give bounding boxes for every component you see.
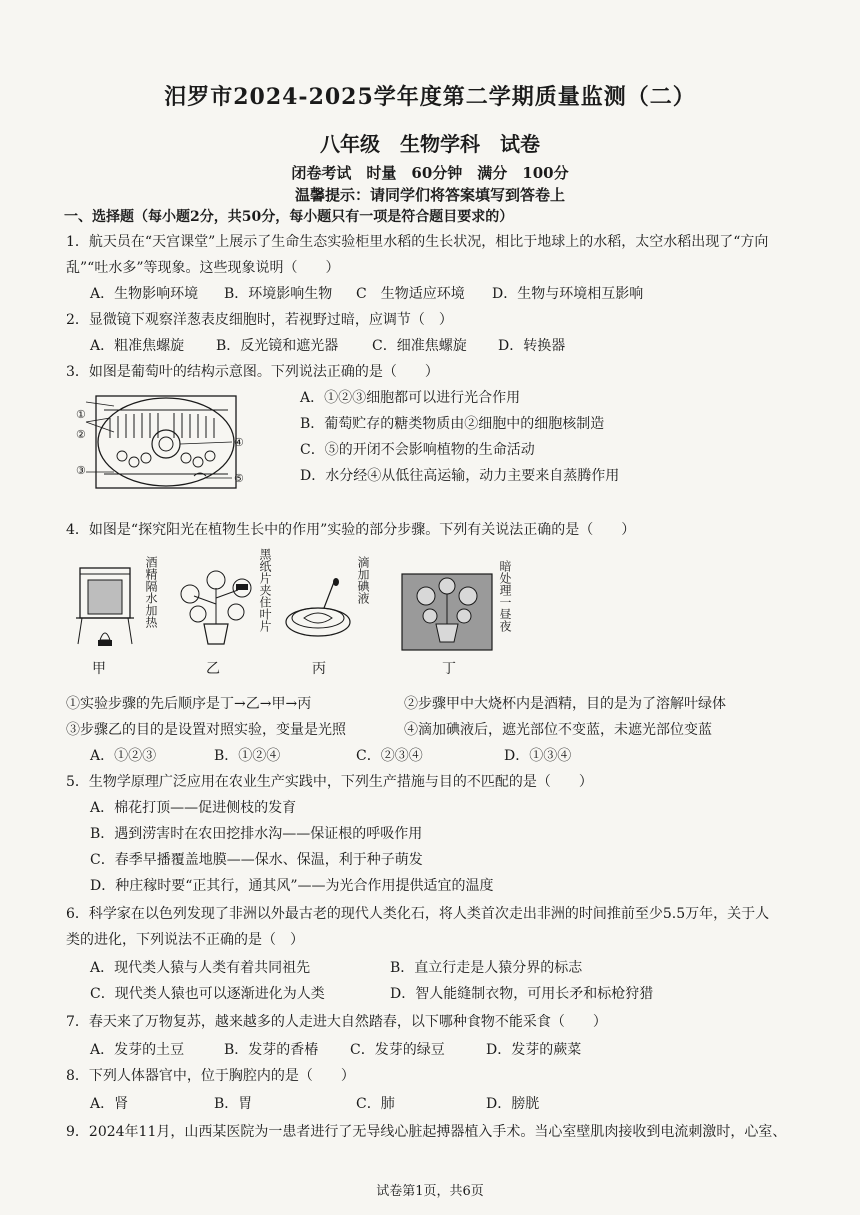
q4-option-b: B．①②④ (214, 748, 281, 764)
q4-note-ding: 暗处理一昼夜 (498, 560, 512, 632)
q4-fig-ding: 丁 (442, 661, 456, 677)
q3-label-5: ⑤ (234, 472, 244, 485)
q6-option-a: A．现代类人猿与人类有着共同祖先 (90, 960, 311, 976)
q1-option-a: A．生物影响环境 (90, 286, 199, 302)
q6-option-b: B．直立行走是人猿分界的标志 (390, 960, 583, 976)
q3-label-3: ③ (76, 464, 86, 477)
leaf-structure-figure (74, 392, 244, 492)
q4-fig-yi: 乙 (206, 661, 220, 677)
q1-stem-line2: 乱”“吐水多”等现象。这些现象说明（ ） (66, 260, 340, 276)
q6-option-d: D．智人能缝制衣物，可用长矛和标枪狩猎 (390, 986, 654, 1002)
q4-note-bing: 滴加碘液 (356, 556, 370, 604)
q4-option-c: C．②③④ (356, 748, 423, 764)
q1-option-b: B．环境影响生物 (224, 286, 333, 302)
q3-label-4: ④ (234, 436, 244, 449)
q7-option-b: B．发芽的香椿 (224, 1042, 319, 1058)
q3-option-a: A．①②③细胞都可以进行光合作用 (300, 390, 521, 406)
q8-option-d: D．膀胱 (486, 1096, 540, 1112)
q5-option-a: A．棉花打顶——促进侧枝的发育 (90, 800, 297, 816)
page-footer: 试卷第1页，共6页 (376, 1184, 484, 1199)
q8-stem: 8．下列人体器官中，位于胸腔内的是（ ） (66, 1068, 355, 1084)
q2-option-d: D．转换器 (498, 338, 566, 354)
exam-tip: 温馨提示：请同学们将答案填写到答卷上 (294, 186, 565, 204)
q7-option-c: C．发芽的绿豆 (350, 1042, 445, 1058)
q4-statement-4: ④滴加碘液后，遮光部位不变蓝，未遮光部位变蓝 (404, 722, 712, 738)
q8-option-b: B．胃 (214, 1096, 253, 1112)
q2-option-b: B．反光镜和遮光器 (216, 338, 339, 354)
q8-option-c: C．肺 (356, 1096, 395, 1112)
q5-option-c: C．春季早播覆盖地膜——保水、保温，利于种子萌发 (90, 852, 423, 868)
petri-dish-iodine-figure (284, 578, 354, 644)
q3-stem: 3．如图是葡萄叶的结构示意图。下列说法正确的是（ ） (66, 364, 439, 380)
q5-option-d: D．种庄稼时要“正其行，通其风”——为光合作用提供适宜的温度 (90, 878, 494, 894)
q4-statement-3: ③步骤乙的目的是设置对照实验，变量是光照 (66, 722, 346, 738)
q4-option-a: A．①②③ (90, 748, 157, 764)
q7-stem: 7．春天来了万物复苏，越来越多的人走进大自然踏春，以下哪种食物不能采食（ ） (66, 1014, 607, 1030)
q3-option-b: B．葡萄贮存的糖类物质由②细胞中的细胞核制造 (300, 416, 605, 432)
q4-option-d: D．①③④ (504, 748, 572, 764)
q5-stem: 5．生物学原理广泛应用在农业生产实践中，下列生产措施与目的不匹配的是（ ） (66, 774, 593, 790)
q5-option-b: B．遇到涝害时在农田挖排水沟——保证根的呼吸作用 (90, 826, 423, 842)
q4-fig-bing: 丙 (312, 661, 326, 677)
q7-option-d: D．发芽的蕨菜 (486, 1042, 582, 1058)
q9-stem: 9．2024年11月，山西某医院为一患者进行了无导线心脏起搏器植入手术。当心室壁肌肉接收到电流刺激时，心室、 (66, 1124, 787, 1140)
q1-option-c: C 生物适应环境 (356, 286, 465, 302)
q1-stem-line1: 1．航天员在“天宫课堂”上展示了生命生态实验柜里水稻的生长状况，相比于地球上的水稻，太空水稻出现了“方向 (66, 234, 769, 250)
beaker-heating-figure (70, 560, 150, 650)
q4-statement-1: ①实验步骤的先后顺序是丁→乙→甲→丙 (66, 696, 312, 712)
q1-option-d: D．生物与环境相互影响 (492, 286, 644, 302)
potted-plant-shaded-figure (176, 568, 256, 648)
q6-stem-line1: 6．科学家在以色列发现了非洲以外最古老的现代人类化石，将人类首次走出非洲的时间推前至少5.5万年，关于人 (66, 906, 770, 922)
q6-stem-line2: 类的进化，下列说法不正确的是（ ） (66, 932, 304, 948)
dark-treatment-plant-figure (400, 572, 494, 652)
q4-statement-2: ②步骤甲中大烧杯内是酒精，目的是为了溶解叶绿体 (404, 696, 726, 712)
q7-option-a: A．发芽的土豆 (90, 1042, 185, 1058)
q4-fig-jia: 甲 (92, 661, 106, 677)
section-heading: 一、选择题（每小题2分，共50分，每小题只有一项是符合题目要求的） (64, 209, 514, 225)
q4-note-jia: 酒精隔水加热 (144, 556, 158, 628)
q6-option-c: C．现代类人猿也可以逐渐进化为人类 (90, 986, 325, 1002)
q4-note-yi: 黑纸片夹住叶片 (258, 548, 272, 632)
q3-label-2: ② (76, 428, 86, 441)
q4-stem: 4．如图是“探究阳光在植物生长中的作用”实验的部分步骤。下列有关说法正确的是（ ） (66, 522, 636, 538)
q8-option-a: A．肾 (90, 1096, 129, 1112)
exam-info: 闭卷考试 时量 60分钟 满分 100分 (291, 164, 569, 182)
q3-label-1: ① (76, 408, 86, 421)
exam-subtitle: 八年级 生物学科 试卷 (320, 132, 540, 156)
q3-option-d: D．水分经④从低往高运输，动力主要来自蒸腾作用 (300, 468, 620, 484)
q2-stem: 2．显微镜下观察洋葱表皮细胞时，若视野过暗，应调节（ ） (66, 312, 453, 328)
q2-option-a: A．粗准焦螺旋 (90, 338, 185, 354)
q3-option-c: C．⑤的开闭不会影响植物的生命活动 (300, 442, 535, 458)
exam-title: 汨罗市2024-2025学年度第二学期质量监测（二） (164, 84, 696, 110)
q2-option-c: C．细准焦螺旋 (372, 338, 467, 354)
